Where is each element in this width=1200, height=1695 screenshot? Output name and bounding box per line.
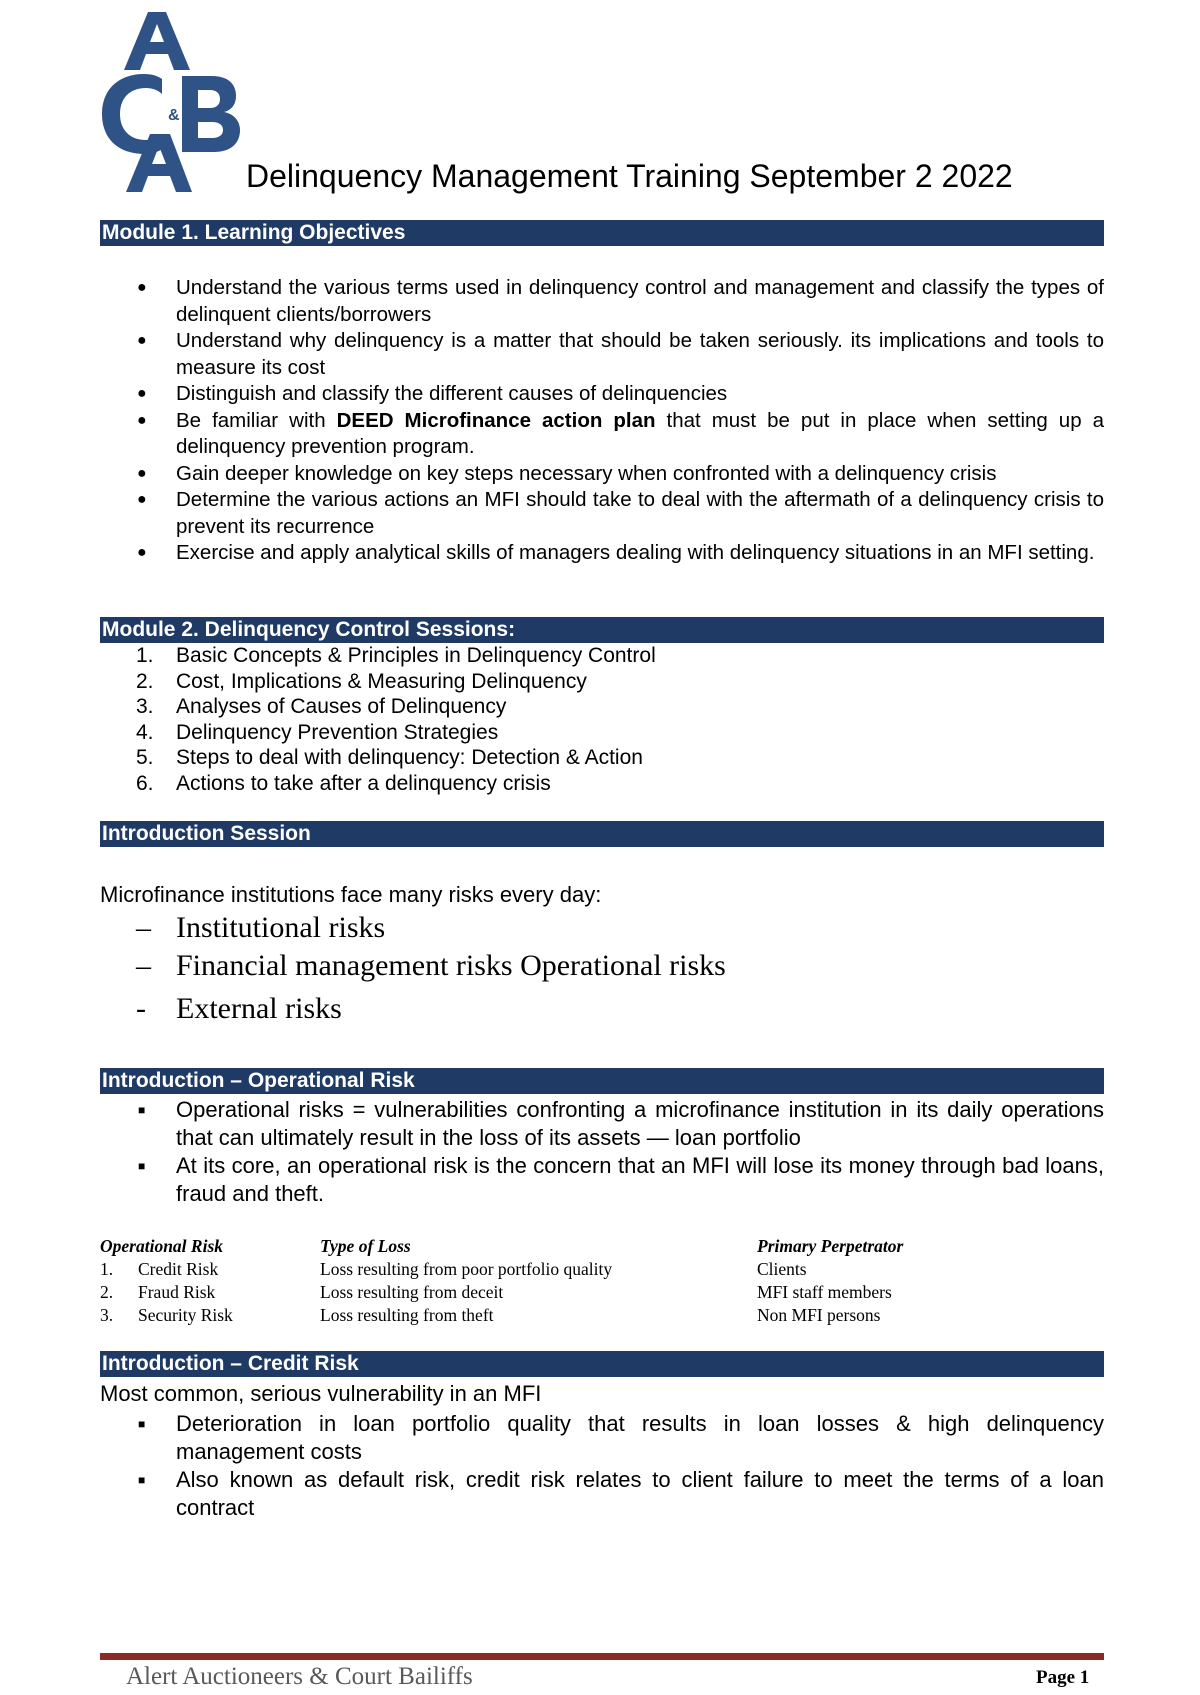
credit-risk-list bbox=[100, 1410, 1104, 1522]
list-item: ● Distinguish and classify the different causes of delinquencies bbox=[100, 381, 1104, 408]
bullet-dot-icon: ● bbox=[137, 544, 147, 561]
square-bullet-icon: ■ bbox=[138, 1103, 146, 1117]
list-item: ● Gain deeper knowledge on key steps necessary when confronted with a delinquency crisis bbox=[100, 461, 1104, 488]
list-item: ● Determine the various actions an MFI should take to deal with the aftermath of a delinquency crisis to prevent its recurrence bbox=[137, 488, 1104, 538]
table-header-row bbox=[100, 1236, 1000, 1259]
list-item: 4. Delinquency Prevention Strategies bbox=[136, 720, 499, 744]
document-title: Delinquency Management Training September 2 2022 bbox=[246, 158, 1013, 194]
list-item: 5. Steps to deal with delinquency: Detection & Action bbox=[136, 746, 643, 769]
introduction-lead: Microfinance institutions face many risks every day: bbox=[100, 882, 602, 907]
column-header: Primary Perpetrator bbox=[757, 1236, 904, 1256]
square-bullet-icon: ■ bbox=[138, 1417, 146, 1431]
bullet-dot-icon: ● bbox=[137, 491, 147, 508]
sessions-list bbox=[100, 643, 1104, 796]
table-row: 3. Security Risk Loss resulting from theft Non MFI persons bbox=[100, 1305, 881, 1325]
list-item: ● Exercise and apply analytical skills of managers dealing with delinquency situations in an MFI setting. bbox=[100, 540, 1104, 567]
list-item: - External risks bbox=[136, 992, 342, 1025]
logo-graphic bbox=[100, 12, 245, 192]
column-header: Type of Loss bbox=[320, 1236, 411, 1256]
learning-objectives-list bbox=[100, 275, 1104, 567]
bullet-dot-icon: ● bbox=[137, 464, 147, 482]
section-heading-introduction: Introduction Session bbox=[100, 821, 1104, 847]
operational-risk-list bbox=[100, 1096, 1104, 1208]
emphasis-text: DEED Microfinance action plan bbox=[336, 408, 656, 432]
section-heading-credit-risk: Introduction – Credit Risk bbox=[100, 1351, 1104, 1377]
section-heading-operational-risk: Introduction – Operational Risk bbox=[100, 1068, 1104, 1094]
list-item: ■ At its core, an operational risk is the concern that an MFI will lose its money through bad loans, fraud and theft. bbox=[138, 1153, 1104, 1206]
table-row: 1. Credit Risk Loss resulting from poor portfolio quality Clients bbox=[100, 1259, 807, 1279]
bullet-dot-icon: ● bbox=[137, 332, 147, 349]
bullet-dot-icon: ● bbox=[137, 279, 147, 296]
list-item: 1. Basic Concepts & Principles in Delinquency Control bbox=[136, 644, 656, 667]
risk-types-list bbox=[100, 909, 1104, 1028]
list-item: ● Understand the various terms used in delinquency control and management and classify the types of delinquent clients/borrowers bbox=[137, 276, 1104, 326]
list-item: 6. Actions to take after a delinquency crisis bbox=[136, 771, 551, 795]
square-bullet-icon: ■ bbox=[138, 1159, 146, 1173]
credit-risk-lead: Most common, serious vulnerability in an MFI bbox=[100, 1381, 542, 1406]
square-bullet-icon: ■ bbox=[138, 1473, 146, 1487]
footer-company-name: Alert Auctioneers & Court Bailiffs bbox=[126, 1663, 473, 1690]
list-item: ● Be familiar with DEED Microfinance action plan that must be put in place when setting up a delinquency prevention program. bbox=[137, 408, 1104, 458]
list-item: 2. Cost, Implications & Measuring Delinquency bbox=[136, 669, 587, 693]
section-heading-module1: Module 1. Learning Objectives bbox=[100, 220, 1104, 246]
section-heading-module2: Module 2. Delinquency Control Sessions: bbox=[100, 617, 1104, 643]
table-row: 2. Fraud Risk Loss resulting from deceit MFI staff members bbox=[100, 1282, 892, 1302]
list-item: – Institutional risks bbox=[136, 911, 386, 944]
list-item: ■ Also known as default risk, credit risk relates to client failure to meet the terms of a loan contract bbox=[138, 1467, 1104, 1520]
bullet-dot-icon: ● bbox=[137, 385, 147, 402]
list-item: 3. Analyses of Causes of Delinquency bbox=[136, 695, 507, 718]
list-item: ■ Deterioration in loan portfolio quality that results in loan losses & high delinquency management costs bbox=[138, 1411, 1104, 1464]
list-item: ■ Operational risks = vulnerabilities confronting a microfinance institution in its daily operations that can ultimately result in the loss of its assets — loan portfolio bbox=[138, 1097, 1104, 1150]
page-number: Page 1 bbox=[1036, 1667, 1090, 1688]
svg-text:&: & bbox=[168, 107, 180, 124]
footer-divider bbox=[100, 1653, 1104, 1660]
company-logo bbox=[100, 12, 245, 192]
list-item: – Financial management risks Operational risks bbox=[136, 949, 726, 982]
bullet-dot-icon: ● bbox=[137, 411, 147, 429]
operational-risk-table bbox=[100, 1236, 1000, 1328]
list-item: ● Understand why delinquency is a matter that should be taken seriously. its implications and tools to measure its cost bbox=[137, 329, 1104, 379]
column-header: Operational Risk bbox=[100, 1236, 224, 1256]
